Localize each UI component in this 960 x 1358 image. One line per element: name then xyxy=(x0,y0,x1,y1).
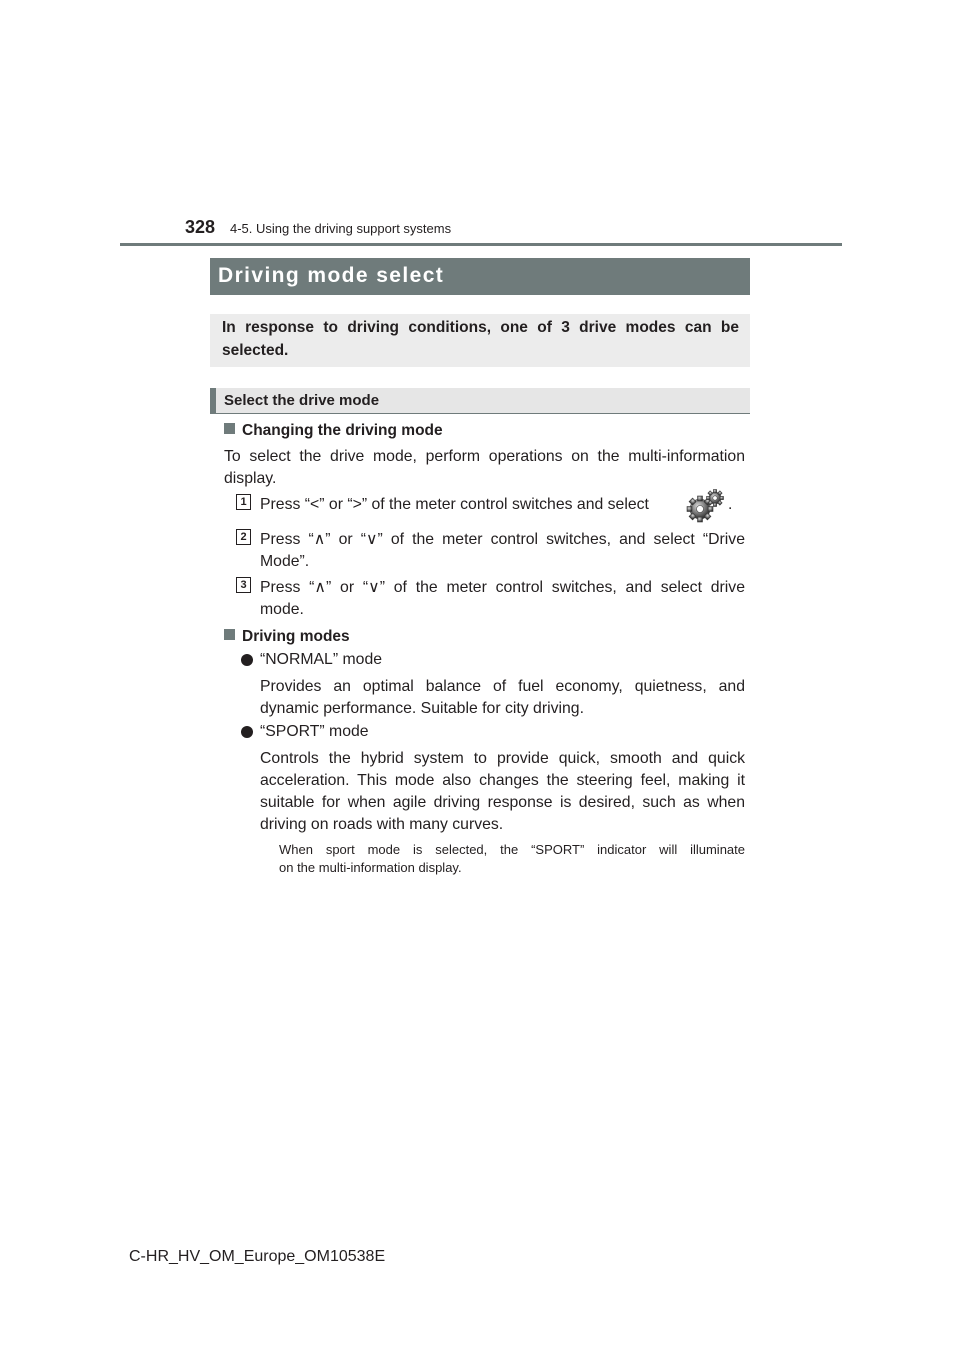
step-3-line-2: mode. xyxy=(260,601,304,618)
step-2-line-2: Mode”. xyxy=(260,553,310,570)
changing-paragraph xyxy=(224,446,745,490)
intro-box xyxy=(210,314,750,367)
square-bullet-icon xyxy=(224,629,235,640)
section-path: 4-5. Using the driving support systems xyxy=(230,221,452,236)
sport-line-2: acceleration. This mode also changes the steering feel, making it xyxy=(260,772,745,789)
step-1-text xyxy=(260,494,649,516)
normal-line-1: Provides an optimal balance of fuel economy, quietness, and xyxy=(260,678,745,695)
changing-para-line-2: display. xyxy=(224,470,277,487)
intro-line-2: selected. xyxy=(222,342,289,359)
step-1-line-1: Press “<” or “>” of the meter control switches and select xyxy=(260,496,649,513)
sport-note-line-2: on the multi-information display. xyxy=(279,860,462,875)
changing-heading xyxy=(224,421,443,441)
step-2-line-1: Press “∧” or “∨” of the meter control switches, and select “Drive xyxy=(260,531,745,548)
sport-line-4: driving on roads with many curves. xyxy=(260,816,504,833)
step-number-1: 1 xyxy=(236,494,251,510)
step-number-2: 2 xyxy=(236,529,251,545)
changing-heading-text: Changing the driving mode xyxy=(242,422,443,439)
changing-para-line-1: To select the drive mode, perform operations on the multi-information xyxy=(224,448,745,465)
normal-mode-description xyxy=(260,676,745,720)
sport-line-1: Controls the hybrid system to provide quick, smooth and quick xyxy=(260,750,745,767)
sport-line-3: suitable for when agile driving response is desired, such as when xyxy=(260,794,745,811)
step-1-end: . xyxy=(728,496,733,513)
modes-heading-text: Driving modes xyxy=(242,628,350,645)
header-rule xyxy=(120,243,842,246)
subsection-banner xyxy=(210,388,750,414)
step-2-text xyxy=(260,529,745,573)
sport-mode-title: “SPORT” mode xyxy=(260,723,369,740)
subsection-bar xyxy=(210,388,216,414)
intro-text xyxy=(222,316,739,362)
gear-icon xyxy=(684,488,724,524)
intro-line-1: In response to driving conditions, one of 3 drive modes can be xyxy=(222,319,739,336)
subsection-title: Select the drive mode xyxy=(224,392,380,409)
title-banner xyxy=(210,258,750,295)
modes-heading xyxy=(224,627,350,647)
square-bullet-icon xyxy=(224,423,235,434)
step-3-line-1: Press “∧” or “∨” of the meter control switches, and select drive xyxy=(260,579,745,596)
sport-note-line-1: When sport mode is selected, the “SPORT” indicator will illuminate xyxy=(279,842,745,857)
page-title: Driving mode select xyxy=(218,264,445,287)
round-bullet-icon xyxy=(241,654,253,666)
normal-mode-title: “NORMAL” mode xyxy=(260,651,383,668)
footer-doc-id: C-HR_HV_OM_Europe_OM10538E xyxy=(129,1248,386,1265)
step-number-3: 3 xyxy=(236,577,251,593)
step-3-text xyxy=(260,577,745,621)
sport-mode-description xyxy=(260,748,745,836)
normal-line-2: dynamic performance. Suitable for city driving. xyxy=(260,700,584,717)
page-number: 328 xyxy=(185,217,216,237)
round-bullet-icon xyxy=(241,726,253,738)
sport-note xyxy=(279,841,745,877)
